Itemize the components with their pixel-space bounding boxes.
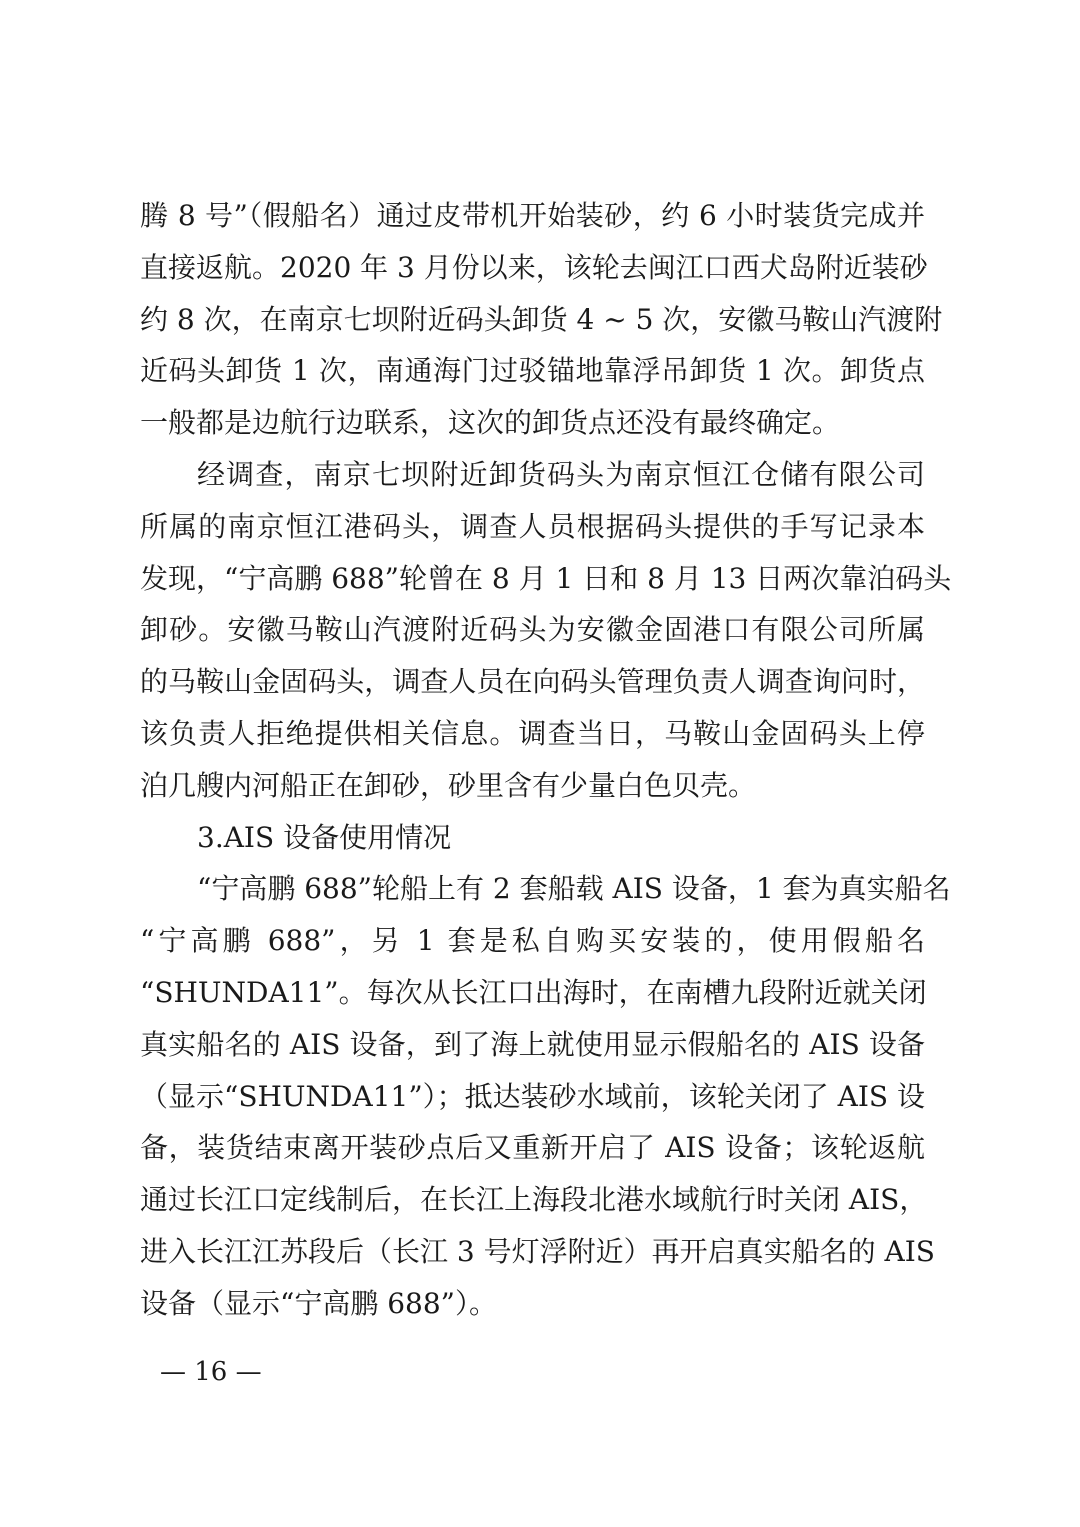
text-line: “SHUNDA11”。每次从长江口出海时，在南槽九段附近就关闭 bbox=[140, 975, 927, 1009]
text-line: （显示“SHUNDA11”）；抵达装砂水域前，该轮关闭了 AIS 设 bbox=[140, 1079, 925, 1113]
document-body bbox=[140, 190, 952, 1330]
text-line: 直接返航。2020 年 3 月份以来，该轮去闽江口西犬岛附近装砂 bbox=[140, 250, 928, 284]
text-line: 进入长江江苏段后（长江 3 号灯浮附近）再开启真实船名的 AIS bbox=[140, 1234, 935, 1268]
text-line: 泊几艘内河船正在卸砂，砂里含有少量白色贝壳。 bbox=[140, 768, 757, 802]
section-heading: 3.AIS 设备使用情况 bbox=[197, 820, 452, 854]
page-number: — 16 — bbox=[160, 1357, 262, 1387]
paragraph-start-line: 经调查，南京七坝附近卸货码头为南京恒江仓储有限公司 bbox=[197, 457, 925, 491]
text-line: 约 8 次，在南京七坝附近码头卸货 4 ~ 5 次，安徽马鞍山汽渡附 bbox=[140, 302, 943, 336]
text-line: “宁高鹏 688”，另 1 套是私自购买安装的，使用假船名 bbox=[140, 924, 925, 958]
paragraph-start-line: “宁高鹏 688”轮船上有 2 套船载 AIS 设备，1 套为真实船名 bbox=[197, 872, 951, 906]
text-line: 通过长江口定线制后，在长江上海段北港水域航行时关闭 AIS， bbox=[140, 1183, 928, 1217]
text-line: 设备（显示“宁高鹏 688”）。 bbox=[140, 1286, 497, 1320]
text-line: 备，装货结束离开装砂点后又重新开启了 AIS 设备；该轮返航 bbox=[140, 1131, 925, 1165]
text-line: 一般都是边航行边联系，这次的卸货点还没有最终确定。 bbox=[140, 406, 841, 440]
text-line: 发现，“宁高鹏 688”轮曾在 8 月 1 日和 8 月 13 日两次靠泊码头 bbox=[140, 561, 952, 595]
text-line: 真实船名的 AIS 设备，到了海上就使用显示假船名的 AIS 设备 bbox=[140, 1027, 925, 1061]
text-line: 的马鞍山金固码头，调查人员在向码头管理负责人调查询问时， bbox=[140, 665, 925, 699]
text-line: 卸砂。安徽马鞍山汽渡附近码头为安徽金固港口有限公司所属 bbox=[140, 613, 925, 647]
text-line: 所属的南京恒江港码头，调查人员根据码头提供的手写记录本 bbox=[140, 509, 925, 543]
text-line: 该负责人拒绝提供相关信息。调查当日，马鞍山金固码头上停 bbox=[140, 716, 925, 750]
text-line: 腾 8 号”（假船名）通过皮带机开始装砂，约 6 小时装货完成并 bbox=[140, 199, 925, 232]
text-line: 近码头卸货 1 次，南通海门过驳锚地靠浮吊卸货 1 次。卸货点 bbox=[140, 354, 925, 388]
